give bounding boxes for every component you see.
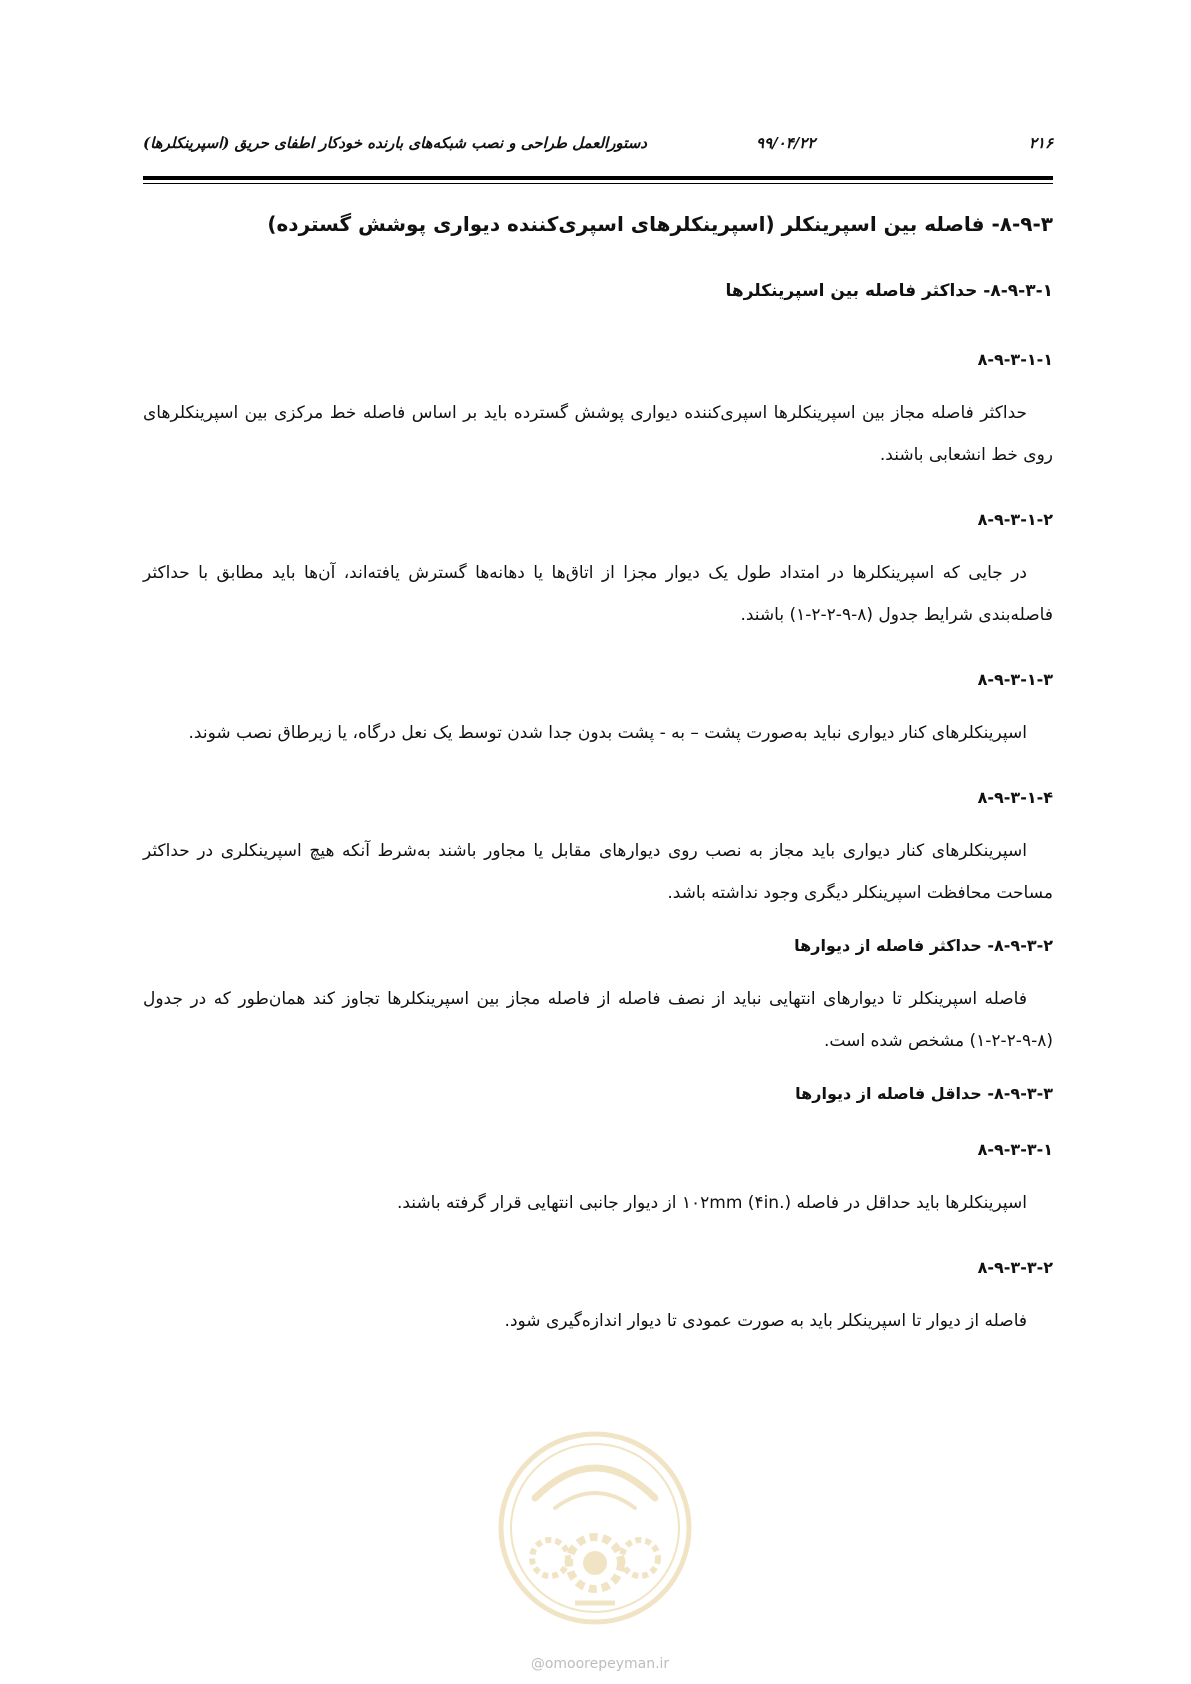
clause-number-8-9-3-3-2: ۸-۹-۳-۳-۲ bbox=[977, 1258, 1053, 1277]
clause-number-8-9-3-1-4: ۸-۹-۳-۱-۴ bbox=[977, 788, 1053, 807]
subsection-heading-8-9-3-3: ۸-۹-۳-۳- حداقل فاصله از دیوارها bbox=[795, 1084, 1053, 1103]
header-rule-thin bbox=[143, 183, 1053, 184]
clause-text-8-9-3-1-3: اسپرینکلرهای کنار دیواری نباید به‌صورت پشت – به - پشت بدون جدا شدن توسط یک نعل درگاه، یا زیرطاق نصب شوند. bbox=[188, 723, 1027, 743]
watermark-url: @omoorepeyman.ir bbox=[530, 1656, 670, 1672]
subsection-heading-8-9-3-1: ۸-۹-۳-۱- حداکثر فاصله بین اسپرینکلرها bbox=[725, 281, 1053, 301]
subsection-heading-8-9-3-2: ۸-۹-۳-۲- حداکثر فاصله از دیوارها bbox=[794, 936, 1053, 955]
clause-number-8-9-3-3-1: ۸-۹-۳-۳-۱ bbox=[977, 1140, 1053, 1159]
clause-text-8-9-3-3-2: فاصله از دیوار تا اسپرینکلر باید به صورت عمودی تا دیوار اندازه‌گیری شود. bbox=[504, 1311, 1027, 1331]
header-rule-thick bbox=[143, 176, 1053, 180]
clause-text-8-9-3-3-1: اسپرینکلرها باید حداقل در فاصله ۱۰۲mm (۴in.) از دیوار جانبی انتهایی قرار گرفته باشند. bbox=[396, 1193, 1027, 1213]
header-date: ۹۹/۰۴/۲۲ bbox=[756, 134, 816, 152]
clause-number-8-9-3-1-3: ۸-۹-۳-۱-۳ bbox=[977, 670, 1053, 689]
clause-text-8-9-3-1-2: در جایی که اسپرینکلرها در امتداد طول یک دیوار مجزا از اتاق‌ها یا دهانه‌ها گسترش یافته‌اند، آن‌ها باید مطابق با حداکثر فاصله‌بندی شرایط جدول (۸-۹-۲-۲-۱) باشند. bbox=[143, 563, 1053, 625]
page-body bbox=[143, 210, 1053, 1342]
watermark-stamp-logo bbox=[495, 1428, 695, 1628]
clause-number-8-9-3-1-1: ۸-۹-۳-۱-۱ bbox=[977, 350, 1053, 369]
clause-text-8-9-3-1-4: اسپرینکلرهای کنار دیواری باید مجاز به نصب روی دیوارهای مقابل یا مجاور باشند به‌شرط آنکه هیچ اسپرینکلری در حداکثر مساحت محافظت اسپرینکلر دیگری وجود نداشته باشد. bbox=[143, 841, 1053, 903]
header-page-number: ۲۱۶ bbox=[1028, 134, 1053, 152]
header-document-title: دستورالعمل طراحی و نصب شبکه‌های بارنده خودکار اطفای حریق (اسپرینکلرها) bbox=[143, 134, 647, 152]
section-heading-8-9-3: ۸-۹-۳- فاصله بین اسپرینکلر (اسپرینکلرهای اسپری‌کننده دیواری پوشش گسترده) bbox=[267, 212, 1053, 236]
clause-number-8-9-3-1-2: ۸-۹-۳-۱-۲ bbox=[977, 510, 1053, 529]
clause-text-8-9-3-1-1: حداکثر فاصله مجاز بین اسپرینکلرها اسپری‌کننده دیواری پوشش گسترده باید بر اساس فاصله خط مرکزی بین اسپرینکلرهای روی خط انشعابی باشند. bbox=[143, 403, 1053, 465]
clause-text-8-9-3-2: فاصله اسپرینکلر تا دیوارهای انتهایی نباید از نصف فاصله از فاصله مجاز بین اسپرینکلرها تجاوز کند همان‌طور که در جدول (۸-۹-۲-۲-۱) مشخص شده است. bbox=[143, 989, 1053, 1051]
running-header bbox=[143, 128, 1053, 158]
